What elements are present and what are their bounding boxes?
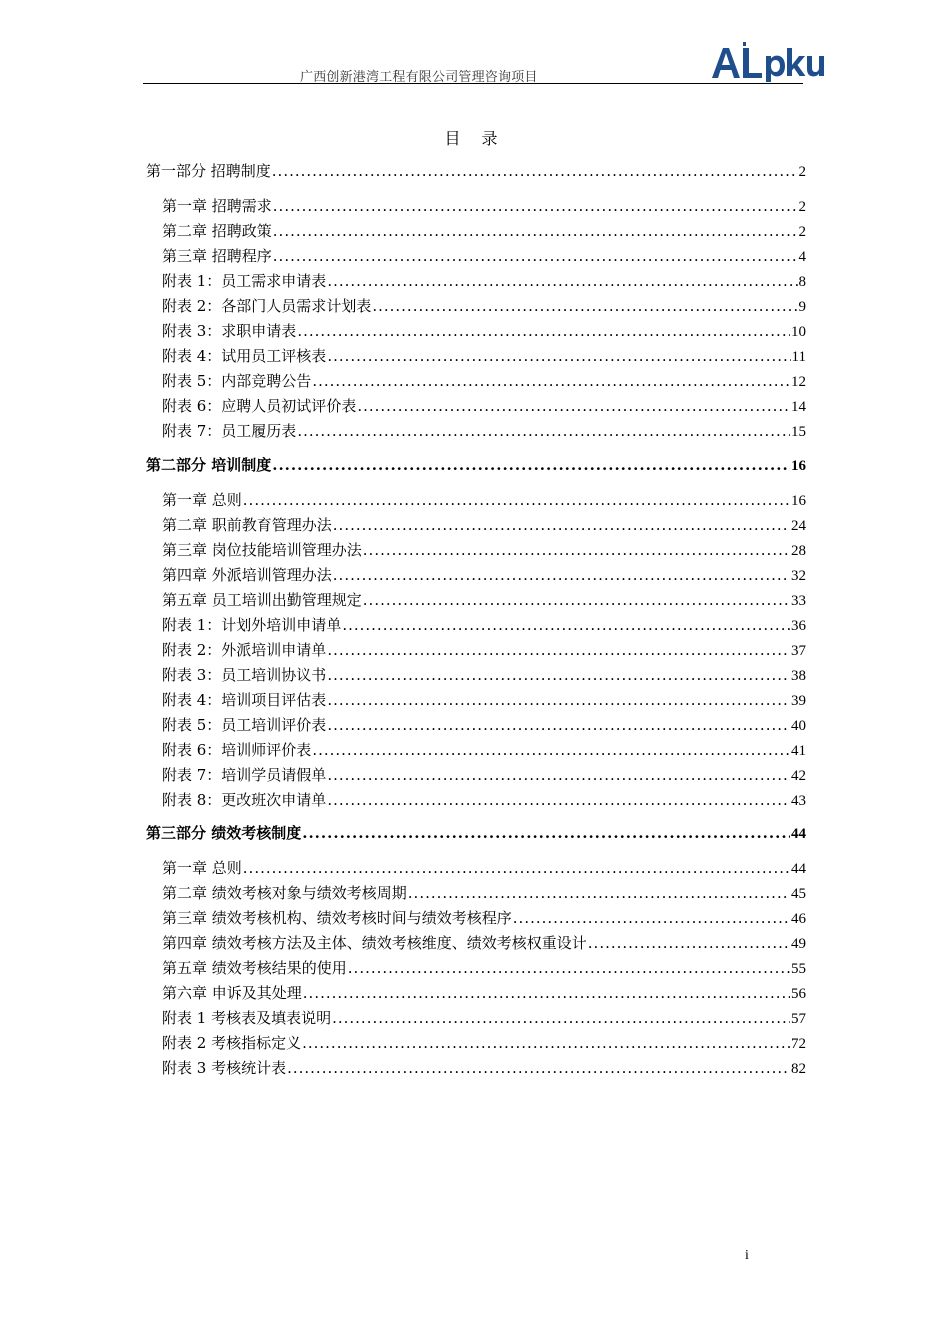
toc-leader-dots <box>327 715 790 735</box>
toc-entry[interactable] <box>162 371 806 392</box>
toc-leader-dots <box>327 665 790 685</box>
toc-leader-dots <box>327 765 790 785</box>
toc-entry-label: 第一章 总则 <box>162 491 242 509</box>
toc-entry-label: 附表 1：员工需求申请表 <box>162 272 327 290</box>
toc-entry-page: 33 <box>791 593 806 609</box>
toc-entry-page: 12 <box>791 374 806 390</box>
toc-leader-dots <box>243 490 790 510</box>
toc-entry[interactable] <box>162 421 806 442</box>
toc-leader-dots <box>302 823 790 843</box>
toc-entry-page: 41 <box>791 743 806 759</box>
toc-entry-label: 附表 7：培训学员请假单 <box>162 766 327 784</box>
toc-part-performance[interactable] <box>146 823 806 844</box>
toc-entry-label: 附表 2：各部门人员需求计划表 <box>162 297 372 315</box>
toc-entry[interactable] <box>162 346 806 367</box>
toc-leader-dots <box>303 983 790 1003</box>
toc-entry-page: 39 <box>791 693 806 709</box>
toc-entry[interactable] <box>162 665 806 686</box>
toc-entry-label: 第四章 绩效考核方法及主体、绩效考核维度、绩效考核权重设计 <box>162 934 587 952</box>
toc-leader-dots <box>297 421 790 441</box>
toc-entry-label: 第三章 岗位技能培训管理办法 <box>162 541 362 559</box>
toc-entry[interactable] <box>162 958 806 979</box>
toc-entry[interactable] <box>162 933 806 954</box>
toc-leader-dots <box>297 321 790 341</box>
toc-entry-page: 2 <box>798 199 806 215</box>
toc-entry-label: 附表 3 考核统计表 <box>162 1059 287 1077</box>
toc-leader-dots <box>327 346 790 366</box>
toc-leader-dots <box>327 790 790 810</box>
toc-entry-page: 16 <box>791 493 806 509</box>
toc-leader-dots <box>243 858 790 878</box>
toc-entry-page: 24 <box>791 518 806 534</box>
toc-leader-dots <box>408 883 790 903</box>
toc-leader-dots <box>357 396 790 416</box>
toc-entry-label: 第三章 招聘程序 <box>162 247 272 265</box>
toc-entry[interactable] <box>162 246 806 267</box>
toc-entry-label: 附表 3：员工培训协议书 <box>162 666 327 684</box>
toc-entry-label: 第一章 总则 <box>162 859 242 877</box>
toc-leader-dots <box>273 246 798 266</box>
toc-entry-page: 49 <box>791 936 806 952</box>
toc-leader-dots <box>333 565 790 585</box>
toc-entry-label: 附表 5：内部竞聘公告 <box>162 372 312 390</box>
toc-entry-label: 附表 1 考核表及填表说明 <box>162 1009 332 1027</box>
toc-entry-page: 57 <box>791 1011 806 1027</box>
toc-entry-label: 第四章 外派培训管理办法 <box>162 566 332 584</box>
toc-entry-label: 附表 8：更改班次申请单 <box>162 791 327 809</box>
toc-entry[interactable] <box>162 490 806 511</box>
toc-entry[interactable] <box>162 715 806 736</box>
toc-leader-dots <box>342 615 790 635</box>
toc-entry[interactable] <box>162 983 806 1004</box>
toc-entry[interactable] <box>162 565 806 586</box>
toc-entry[interactable] <box>162 396 806 417</box>
toc-entry-label: 附表 5：员工培训评价表 <box>162 716 327 734</box>
toc-leader-dots <box>372 296 797 316</box>
toc-part-training[interactable] <box>146 455 806 476</box>
toc-entry-label: 第五章 绩效考核结果的使用 <box>162 959 347 977</box>
toc-entry-label: 附表 2：外派培训申请单 <box>162 641 327 659</box>
toc-entry[interactable] <box>162 908 806 929</box>
toc-entry-page: 42 <box>791 768 806 784</box>
toc-entry-page: 55 <box>791 961 806 977</box>
toc-entry-page: 8 <box>798 274 806 290</box>
toc-entry-label: 附表 3：求职申请表 <box>162 322 297 340</box>
toc-entry[interactable] <box>162 615 806 636</box>
toc-entry[interactable] <box>162 1033 806 1054</box>
toc-entry[interactable] <box>162 540 806 561</box>
toc-entry[interactable] <box>162 196 806 217</box>
toc-entry-label: 第二章 职前教育管理办法 <box>162 516 332 534</box>
toc-leader-dots <box>588 933 790 953</box>
toc-leader-dots <box>273 221 798 241</box>
toc-leader-dots <box>327 690 790 710</box>
header-divider <box>143 83 803 84</box>
toc-entry[interactable] <box>162 590 806 611</box>
header-company-title: 广西创新港湾工程有限公司管理咨询项目 <box>300 70 538 85</box>
toc-entry-page: 56 <box>791 986 806 1002</box>
toc-entry[interactable] <box>162 883 806 904</box>
toc-entry-label: 第五章 员工培训出勤管理规定 <box>162 591 362 609</box>
toc-entry[interactable] <box>162 1058 806 1079</box>
toc-entry-page: 45 <box>791 886 806 902</box>
toc-entry-page: 11 <box>791 349 806 365</box>
toc-entry-page: 2 <box>798 164 806 180</box>
toc-entry-page: 4 <box>798 249 806 265</box>
toc-entry-label: 附表 7：员工履历表 <box>162 422 297 440</box>
toc-leader-dots <box>312 371 790 391</box>
toc-leader-dots <box>273 196 798 216</box>
toc-leader-dots <box>302 1033 790 1053</box>
toc-entry[interactable] <box>162 790 806 811</box>
toc-entry-label: 第三部分 绩效考核制度 <box>146 824 302 842</box>
toc-entry-label: 附表 1：计划外培训申请单 <box>162 616 342 634</box>
toc-leader-dots <box>312 740 790 760</box>
toc-entry[interactable] <box>162 640 806 661</box>
toc-entry-page: 37 <box>791 643 806 659</box>
toc-leader-dots <box>287 1058 790 1078</box>
toc-entry[interactable] <box>162 515 806 536</box>
toc-entry[interactable] <box>162 690 806 711</box>
toc-leader-dots <box>327 271 797 291</box>
toc-entry-label: 附表 4：试用员工评核表 <box>162 347 327 365</box>
toc-leader-dots <box>513 908 790 928</box>
toc-entry-page: 46 <box>791 911 806 927</box>
toc-entry[interactable] <box>162 740 806 761</box>
toc-entry-page: 32 <box>791 568 806 584</box>
toc-entry[interactable] <box>162 1008 806 1029</box>
toc-entry[interactable] <box>162 221 806 242</box>
toc-entry-page: 10 <box>791 324 806 340</box>
toc-leader-dots <box>348 958 790 978</box>
toc-entry-label: 第三章 绩效考核机构、绩效考核时间与绩效考核程序 <box>162 909 512 927</box>
toc-entry[interactable] <box>162 296 806 317</box>
toc-title: 目 录 <box>444 129 506 148</box>
toc-leader-dots <box>332 1008 790 1028</box>
toc-entry-label: 第一部分 招聘制度 <box>146 162 271 180</box>
toc-entry-page: 15 <box>791 424 806 440</box>
toc-entry[interactable] <box>162 765 806 786</box>
footer-page-number: i <box>745 1248 749 1263</box>
toc-entry-page: 82 <box>791 1061 806 1077</box>
toc-leader-dots <box>363 590 790 610</box>
toc-leader-dots <box>363 540 790 560</box>
toc-entry-page: 44 <box>791 826 806 842</box>
toc-entry-page: 16 <box>791 458 806 474</box>
toc-entry-page: 2 <box>798 224 806 240</box>
company-logo <box>710 42 825 82</box>
toc-entry-page: 44 <box>791 861 806 877</box>
toc-leader-dots <box>272 161 798 181</box>
toc-entry-label: 附表 4：培训项目评估表 <box>162 691 327 709</box>
toc-entry-page: 9 <box>798 299 806 315</box>
toc-entry-label: 第六章 申诉及其处理 <box>162 984 302 1002</box>
toc-leader-dots <box>272 455 790 475</box>
toc-entry-page: 72 <box>791 1036 806 1052</box>
toc-entry-page: 36 <box>791 618 806 634</box>
toc-entry-page: 43 <box>791 793 806 809</box>
toc-entry[interactable] <box>162 321 806 342</box>
toc-entry[interactable] <box>162 271 806 292</box>
toc-entry[interactable] <box>162 858 806 879</box>
toc-entry-page: 38 <box>791 668 806 684</box>
toc-leader-dots <box>333 515 790 535</box>
toc-entry-page: 14 <box>791 399 806 415</box>
toc-part-recruitment[interactable] <box>146 161 806 182</box>
toc-entry-label: 第二部分 培训制度 <box>146 456 272 474</box>
toc-entry-label: 附表 6：应聘人员初试评价表 <box>162 397 357 415</box>
toc-entry-label: 第二章 招聘政策 <box>162 222 272 240</box>
toc-leader-dots <box>327 640 790 660</box>
toc-entry-label: 附表 2 考核指标定义 <box>162 1034 302 1052</box>
toc-entry-page: 28 <box>791 543 806 559</box>
toc-entry-page: 40 <box>791 718 806 734</box>
toc-entry-label: 第二章 绩效考核对象与绩效考核周期 <box>162 884 407 902</box>
toc-entry-label: 第一章 招聘需求 <box>162 197 272 215</box>
toc-entry-label: 附表 6：培训师评价表 <box>162 741 312 759</box>
